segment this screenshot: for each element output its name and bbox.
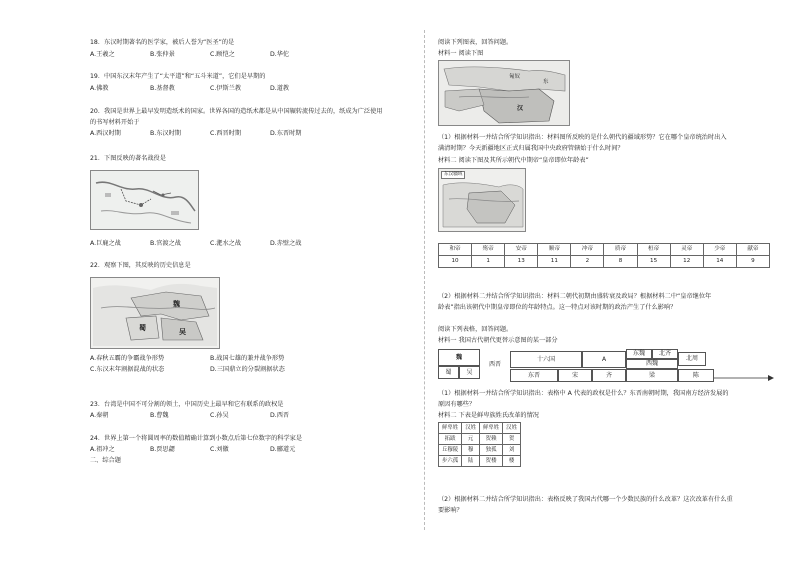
question-r4-line2: 要影响？ [438, 507, 463, 514]
q20-line1: 20．我国是世界上最早发明造纸术的国家。世界各国的造纸术都是从中国辗转流传过去的，纸成为广泛使用 [90, 108, 383, 115]
table-cell: 贺赖 [479, 434, 502, 445]
timeline-xiwei: 西魏 [626, 359, 678, 369]
question-r3-line2: 原因有哪些？ [438, 401, 476, 408]
question-r1-line2: 满清时期？今天新疆地区正式归属我国中央政府管辖始于什么时间？ [438, 145, 624, 152]
xianbei-surname-table [438, 422, 521, 467]
option-b[interactable]: B.官渡之战 [150, 240, 181, 247]
material-1-title: 材料一 阅读下图 [438, 50, 484, 57]
table-row [439, 256, 770, 268]
question-r4-line1: （2）根据材料二并结合所学知识指出：表格反映了我国古代哪一个少数民族的什么改革？这次改革有什么重 [438, 496, 733, 503]
q24-options [90, 446, 330, 454]
table-header-cell: 殇帝 [472, 244, 505, 256]
timeline-beiqi: 北齐 [652, 349, 678, 359]
table-header-cell: 安帝 [505, 244, 538, 256]
timeline-xijin: 西晋 [480, 358, 510, 372]
timeline-a: A [582, 351, 626, 368]
table-cell: 楼 [503, 456, 521, 467]
table-header-cell: 冲帝 [571, 244, 604, 256]
map-label-han: 汉 [517, 105, 524, 112]
q22-options-row2 [90, 366, 330, 374]
q18-text: 18．东汉时期著名的医学家，被后人誉为“医圣”的是 [90, 39, 235, 46]
question-r2-line1: （2）根据材料二并结合所学知识指出：材料二朝代初期由盛转衰及政局？根据材料二中“皇帝继位年 [438, 293, 712, 300]
option-b[interactable]: B.曹魏 [150, 412, 169, 419]
timeline-qi: 齐 [592, 369, 626, 382]
q23-text: 23．台湾是中国不可分割的领土，中国历史上最早和它有联系的政权是 [90, 401, 284, 408]
table-header-cell: 鲜卑姓 [439, 423, 462, 434]
table-cell: 拓跋 [439, 434, 462, 445]
table-cell: 15 [637, 256, 670, 268]
table-cell: 元 [462, 434, 480, 445]
q20-options [90, 130, 330, 138]
material-4-title: 材料二 下表是鲜卑族姓氏改革的情况 [438, 412, 539, 419]
question-r1-line1: （1）根据材料一并结合所学知识指出：材料图所反映的是什么朝代的疆域形势？它在哪个皇帝统治时出入 [438, 134, 727, 141]
column-divider [424, 30, 425, 530]
table-row [439, 434, 521, 445]
table-cell: 丘穆陵 [439, 445, 462, 456]
table-cell: 13 [505, 256, 538, 268]
map-label-wei: 魏 [173, 300, 180, 308]
table-header-cell: 和帝 [439, 244, 472, 256]
map-label-xiongnu: 匈奴 [509, 74, 521, 80]
q24-text: 24．世界上第一个将圆周率的数值精确计算到小数点后第七位数字的科学家是 [90, 435, 303, 442]
option-c[interactable]: C.伊斯兰教 [210, 85, 242, 92]
three-kingdoms-map-image [90, 277, 220, 349]
table-row [439, 456, 521, 467]
table-header-cell: 质帝 [604, 244, 637, 256]
timeline-sixteen-kingdoms: 十六国 [510, 351, 582, 368]
option-c[interactable]: C.孙吴 [210, 412, 229, 419]
question-r3-line1: （1）根据材料一并结合所学知识指出：表格中 A 代表的政权是什么？东晋南朝时期，我国南方经济发展的 [438, 390, 729, 397]
option-c[interactable]: C.淝水之战 [210, 240, 242, 247]
timeline-shu: 蜀 [438, 366, 459, 379]
section-heading: 二、综合题 [90, 457, 121, 464]
table-cell: 陆 [462, 456, 480, 467]
option-a[interactable]: A.西汉时期 [90, 130, 121, 137]
q19-options [90, 85, 330, 93]
option-d[interactable]: D.东晋时期 [270, 130, 302, 137]
option-c[interactable]: C.顾恺之 [210, 51, 235, 58]
table-cell: 穆 [462, 445, 480, 456]
table-cell: 贺楼 [479, 456, 502, 467]
timeline-beizhou: 北周 [678, 352, 706, 366]
table-header-cell: 汉姓 [503, 423, 521, 434]
table-header-cell: 桓帝 [637, 244, 670, 256]
map-caption: 东汉疆域 [441, 171, 465, 179]
table-cell: 步六孤 [439, 456, 462, 467]
timeline-wei: 魏 [438, 349, 480, 366]
table-cell: 2 [571, 256, 604, 268]
timeline-dongjin: 东晋 [510, 369, 558, 382]
timeline-wu: 吴 [459, 366, 480, 379]
han-territory-map-image [438, 60, 570, 126]
table-row [439, 445, 521, 456]
option-d[interactable]: D.三国鼎立的分裂割据状态 [210, 366, 285, 373]
eastern-han-map-image [438, 168, 526, 232]
table-cell: 1 [472, 256, 505, 268]
table-header-row [439, 423, 521, 434]
material-3-title: 材料一 我国古代朝代更替示意图的某一部分 [438, 337, 558, 344]
timeline-liang: 梁 [626, 369, 678, 382]
option-b[interactable]: B.基督教 [150, 85, 175, 92]
emperor-age-table [438, 243, 770, 268]
intro-text-1: 阅读下列图表，回答问题。 [438, 39, 513, 46]
option-d[interactable]: D.西晋 [270, 412, 290, 419]
q18-options [90, 51, 330, 59]
timeline-song: 宋 [558, 369, 592, 382]
map-label-east: 东 [543, 79, 549, 85]
material-2-title: 材料二 阅读下图及其所示朝代中期帝“皇帝即位年龄表” [438, 157, 589, 164]
q20-line2: 的书写材料开始于 [90, 119, 140, 126]
table-cell: 12 [670, 256, 703, 268]
table-cell: 14 [703, 256, 736, 268]
q19-text: 19．中国东汉末年产生了“太平道”和“五斗米道”，它们是早期的 [90, 73, 266, 80]
option-c[interactable]: C.东汉末年割据混战的状态 [90, 366, 165, 373]
table-cell: 11 [538, 256, 571, 268]
dynasty-timeline [438, 349, 778, 383]
q22-options-row1 [90, 355, 330, 363]
table-cell: 9 [736, 256, 769, 268]
table-header-cell: 顺帝 [538, 244, 571, 256]
intro-text-2: 阅读下列表格，回答问题。 [438, 326, 513, 333]
table-header-cell: 汉姓 [462, 423, 480, 434]
option-a[interactable]: A.祖冲之 [90, 446, 115, 453]
table-cell: 刘 [503, 445, 521, 456]
table-cell: 独孤 [479, 445, 502, 456]
option-a[interactable]: A.巨鹿之战 [90, 240, 121, 247]
option-a[interactable]: A.春秋五霸的争霸战争形势 [90, 355, 165, 362]
timeline-chen: 陈 [678, 369, 714, 382]
option-b[interactable]: B.张仲景 [150, 51, 175, 58]
battle-map-image [90, 170, 199, 230]
option-d[interactable]: D.赤壁之战 [270, 240, 302, 247]
option-a[interactable]: A.王羲之 [90, 51, 115, 58]
question-r2-line2: 龄表”指出该朝代中期皇帝即位的年龄特点。这一特点对该时期的政治产生了什么影响？ [438, 304, 677, 311]
option-d[interactable]: D.郦道元 [270, 446, 296, 453]
timeline-dongwei: 东魏 [626, 349, 652, 359]
option-c[interactable]: C.刘徽 [210, 446, 229, 453]
table-header-cell: 鲜卑姓 [479, 423, 502, 434]
option-a[interactable]: A.秦朝 [90, 412, 109, 419]
timeline-arrow-icon [714, 373, 774, 383]
option-d[interactable]: D.道教 [270, 85, 290, 92]
q21-text: 21．下图反映的著名战役是 [90, 155, 166, 162]
table-header-cell: 灵帝 [670, 244, 703, 256]
q22-text: 22．观察下图，其反映的历史信息是 [90, 262, 191, 269]
table-header-row [439, 244, 770, 256]
map-label-wu: 吴 [179, 328, 186, 336]
table-header-cell: 献帝 [736, 244, 769, 256]
option-d[interactable]: D.华佗 [270, 51, 290, 58]
option-b[interactable]: B.战国七雄的兼并战争形势 [210, 355, 285, 362]
q23-options [90, 412, 330, 420]
table-header-cell: 少帝 [703, 244, 736, 256]
table-cell: 10 [439, 256, 472, 268]
option-b[interactable]: B.贾思勰 [150, 446, 175, 453]
table-cell: 8 [604, 256, 637, 268]
option-a[interactable]: A.佛教 [90, 85, 109, 92]
option-b[interactable]: B.东汉时期 [150, 130, 181, 137]
table-cell: 贺 [503, 434, 521, 445]
option-c[interactable]: C.西晋时期 [210, 130, 242, 137]
map-label-shu: 蜀 [139, 324, 146, 332]
q21-options [90, 240, 330, 248]
